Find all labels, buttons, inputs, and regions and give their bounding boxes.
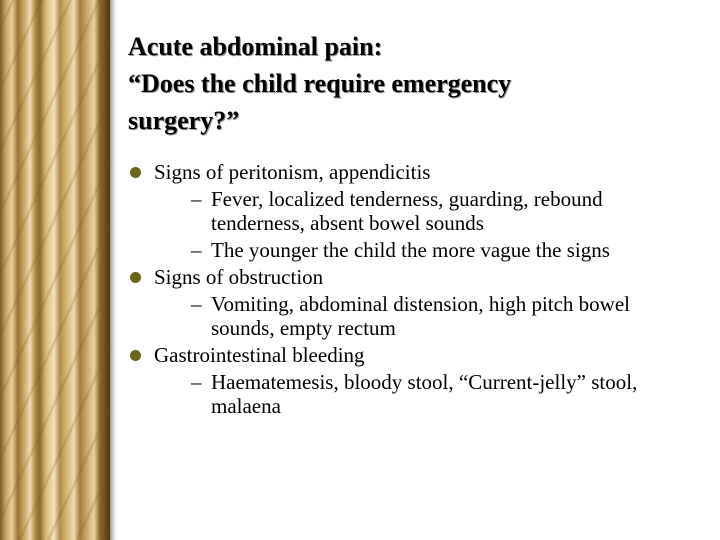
- dash-icon: –: [191, 370, 202, 394]
- sub-item: [154, 187, 698, 235]
- gold-column-border: [0, 0, 110, 540]
- sub-list: [154, 292, 698, 340]
- sub-item: [154, 292, 698, 340]
- bullet-text: Signs of obstruction: [154, 265, 324, 289]
- bullet-item: [128, 160, 698, 262]
- title-line: surgery?”: [128, 106, 240, 135]
- title-line: “Does the child require emergency: [128, 69, 512, 98]
- bullet-item: [128, 265, 698, 340]
- bullet-item: [128, 343, 698, 418]
- bullet-icon: [130, 350, 141, 361]
- bullet-icon: [130, 272, 141, 283]
- title-line: Acute abdominal pain:: [128, 32, 383, 61]
- sub-item-text: Fever, localized tenderness, guarding, rebound tenderness, absent bowel sounds: [211, 187, 603, 235]
- slide-title: [128, 28, 698, 139]
- column-shadow: [110, 0, 116, 540]
- bullet-text: Gastrointestinal bleeding: [154, 343, 365, 367]
- sub-item-text: Vomiting, abdominal distension, high pitch bowel sounds, empty rectum: [211, 292, 631, 340]
- bullet-list: [128, 160, 698, 418]
- bullet-icon: [130, 167, 141, 178]
- dash-icon: –: [191, 292, 202, 316]
- sub-item-text: Haematemesis, bloody stool, “Current-jelly” stool, malaena: [211, 370, 638, 418]
- sub-list: [154, 370, 698, 418]
- sub-item-text: The younger the child the more vague the signs: [211, 238, 610, 262]
- slide-content: [128, 28, 698, 421]
- sub-item: [154, 370, 698, 418]
- bullet-text: Signs of peritonism, appendicitis: [154, 160, 431, 184]
- dash-icon: –: [191, 238, 202, 262]
- dash-icon: –: [191, 187, 202, 211]
- sub-item: [154, 238, 698, 262]
- sub-list: [154, 187, 698, 262]
